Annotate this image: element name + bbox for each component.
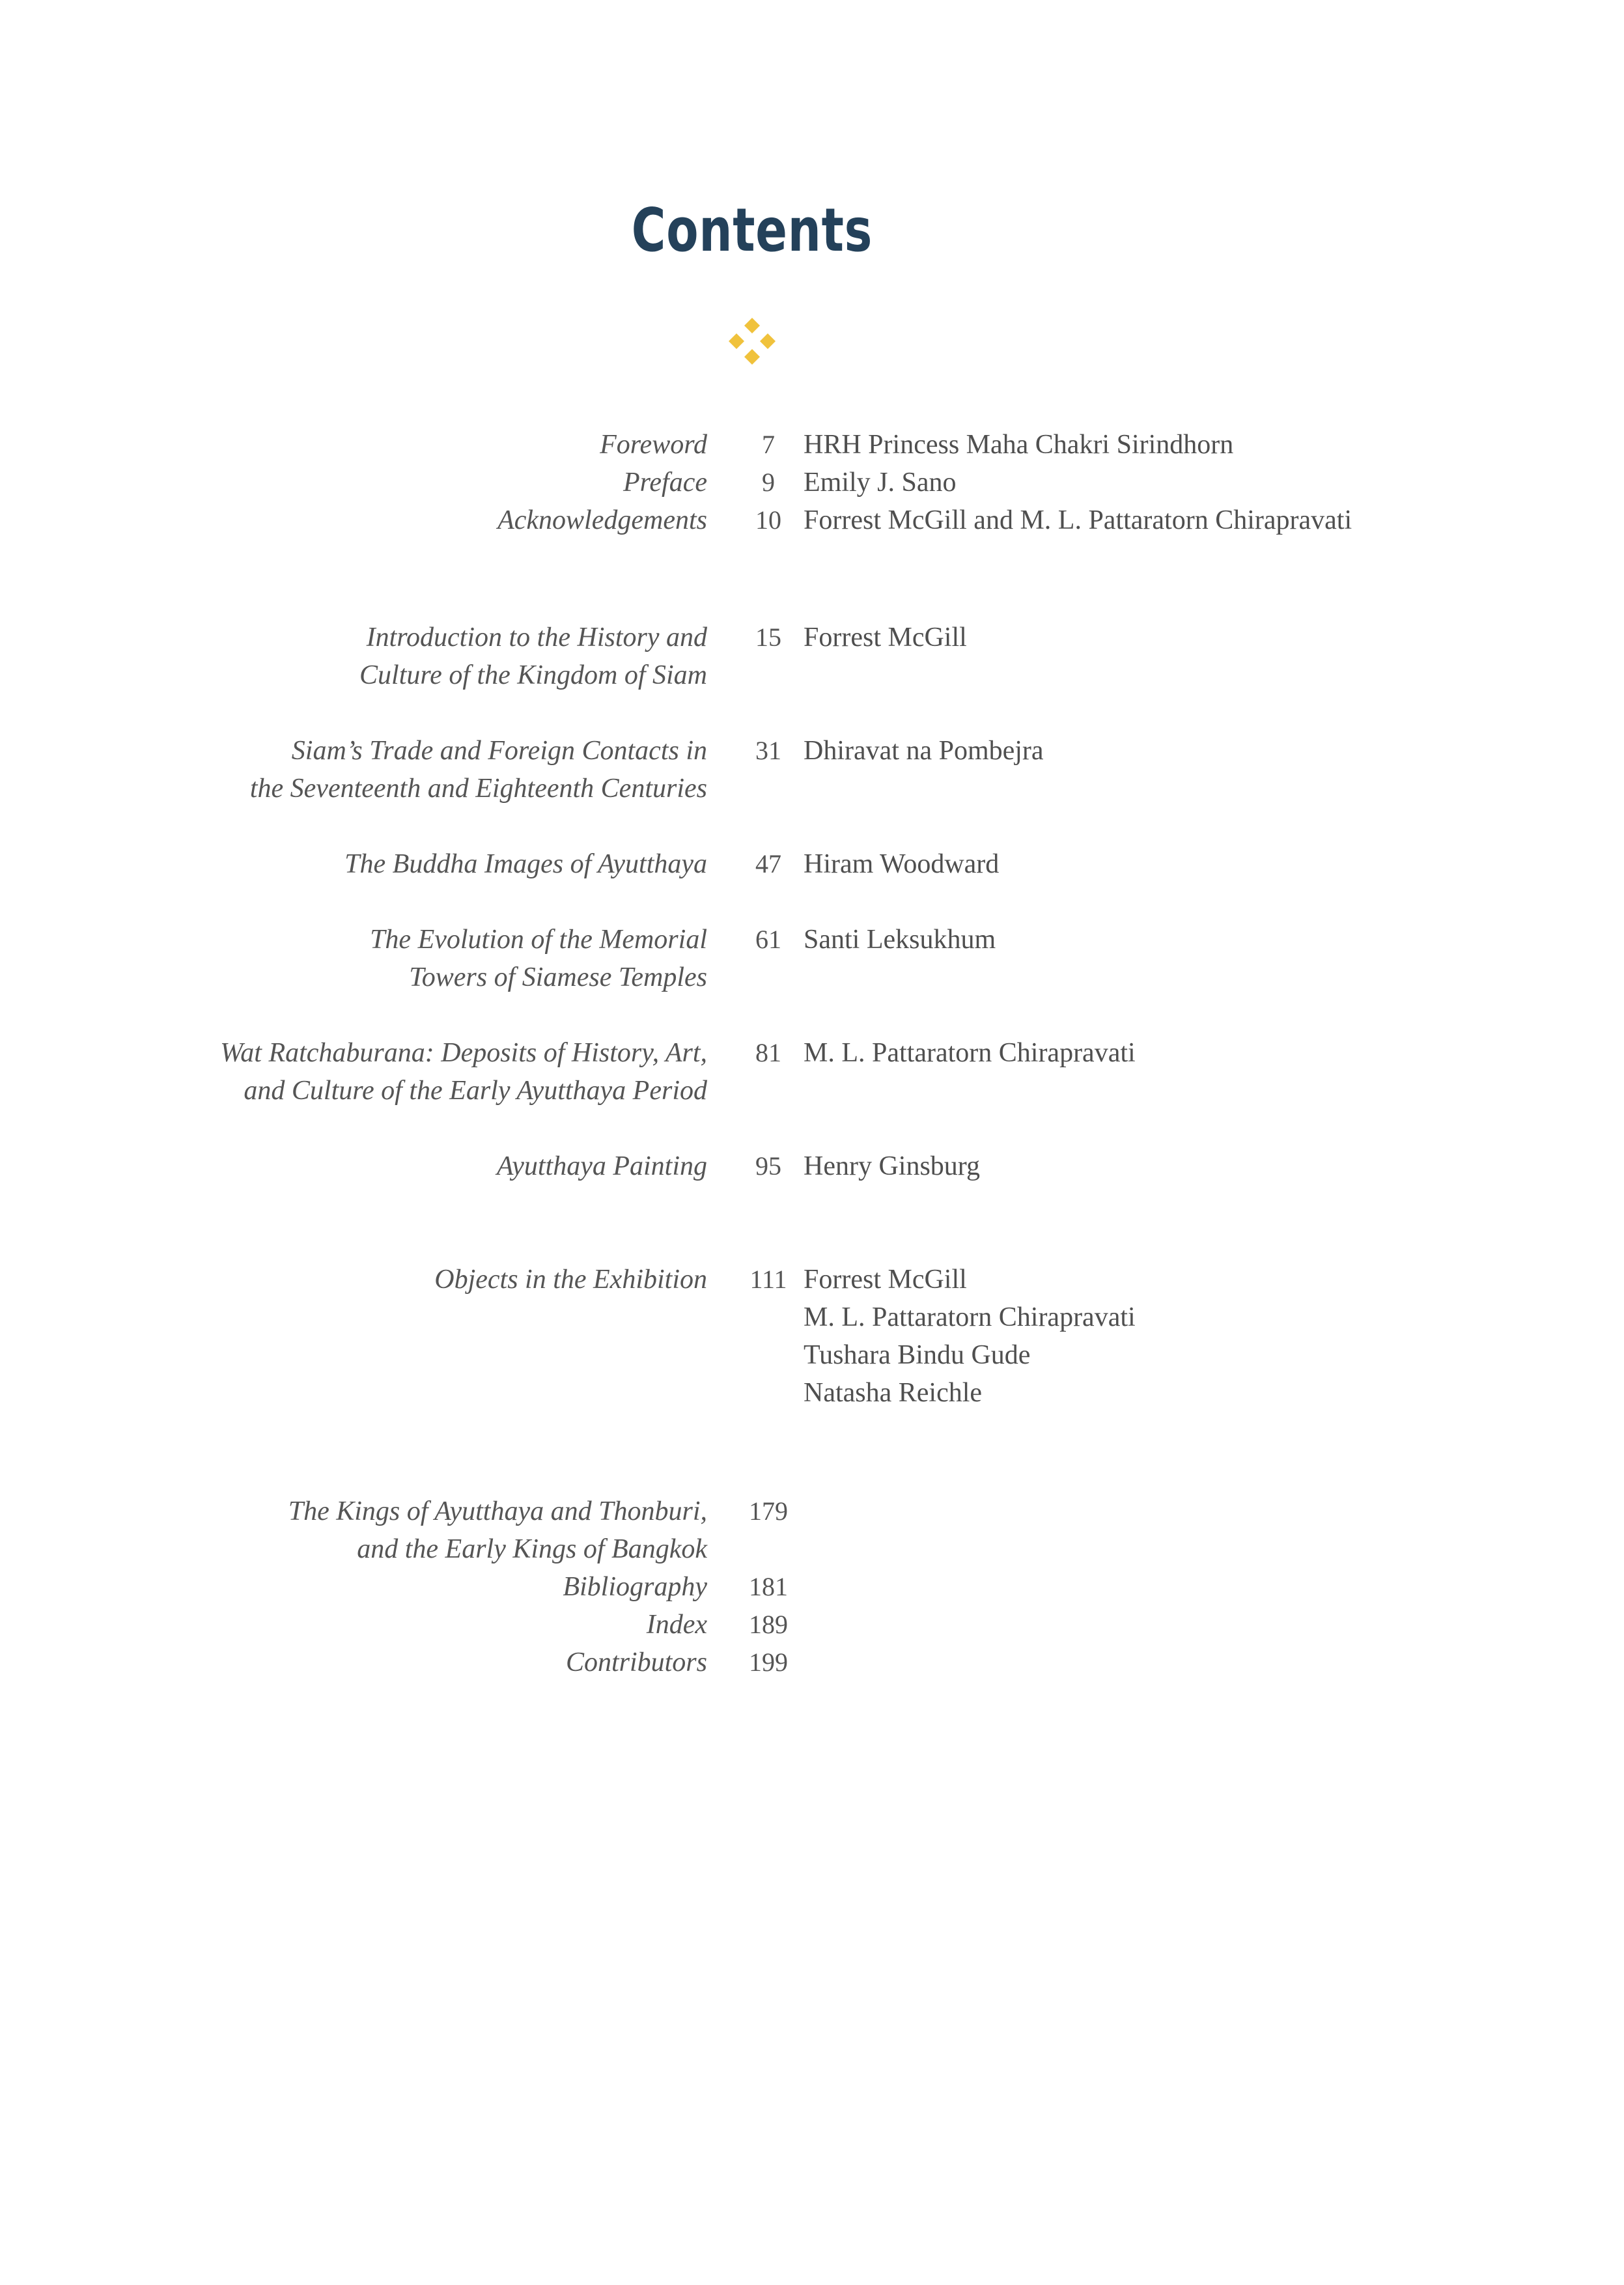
toc-page-number: 61	[755, 925, 781, 954]
toc-page-number: 111	[749, 1265, 787, 1294]
toc-title-line: Foreword	[600, 430, 707, 460]
toc-author-line: Henry Ginsburg	[804, 1151, 981, 1181]
toc-title-line: Ayutthaya Painting	[496, 1151, 707, 1181]
toc-title-line: Bibliography	[563, 1572, 707, 1602]
toc-title-line: Contributors	[565, 1647, 707, 1677]
toc-title-line: Siam’s Trade and Foreign Contacts in	[291, 736, 707, 766]
toc-title-line: and Culture of the Early Ayutthaya Period	[244, 1076, 707, 1106]
ornament-diamond-bottom	[744, 349, 760, 365]
toc-author-line: Natasha Reichle	[804, 1378, 983, 1408]
toc-page-number: 9	[762, 468, 775, 497]
toc-author-line: Tushara Bindu Gude	[804, 1340, 1031, 1370]
toc-entry-title[interactable]	[0, 1644, 707, 1681]
toc-entry-title[interactable]	[0, 1606, 707, 1644]
toc-author	[804, 732, 1585, 770]
toc-page-number: 10	[755, 505, 781, 535]
toc-entry-title[interactable]	[0, 1493, 707, 1568]
toc-page-number: 95	[755, 1151, 781, 1181]
toc-author-line: Dhiravat na Pombejra	[804, 736, 1044, 766]
toc-author-line: M. L. Pattaratorn Chirapravati	[804, 1038, 1136, 1068]
toc-author	[804, 921, 1585, 959]
toc-title-line: Culture of the Kingdom of Siam	[359, 660, 707, 690]
toc-author	[804, 501, 1585, 539]
toc-entry-title[interactable]	[0, 1568, 707, 1606]
toc-title-line: Towers of Siamese Temples	[409, 962, 707, 992]
toc-title-line: the Seventeenth and Eighteenth Centuries	[249, 774, 707, 804]
toc-page-number: 7	[762, 430, 775, 459]
toc-entry-title[interactable]	[0, 619, 707, 694]
toc-entry-title[interactable]	[0, 845, 707, 883]
toc-page-number: 199	[749, 1647, 788, 1677]
toc-author	[804, 464, 1585, 501]
toc-author	[804, 1261, 1585, 1412]
toc-title-line: Index	[646, 1610, 707, 1640]
toc-author	[804, 845, 1585, 883]
toc-author	[804, 1034, 1585, 1072]
toc-page-number: 179	[749, 1496, 788, 1526]
toc-entry-title[interactable]	[0, 921, 707, 996]
toc-title-line: The Evolution of the Memorial	[370, 925, 707, 955]
toc-entry-title[interactable]	[0, 732, 707, 807]
toc-title-line: and the Early Kings of Bangkok	[357, 1534, 707, 1564]
page-title: Contents	[631, 195, 873, 265]
toc-author	[804, 426, 1585, 464]
toc-author-line: Santi Leksukhum	[804, 925, 996, 955]
toc-page-number: 181	[749, 1572, 788, 1601]
ornament-diamond-top	[744, 318, 760, 333]
four-diamond-ornament-icon	[727, 316, 777, 366]
toc-page-number: 31	[755, 736, 781, 765]
toc-author-line: Emily J. Sano	[804, 468, 957, 498]
toc-page-number: 81	[755, 1038, 781, 1067]
toc-author-line: Forrest McGill	[804, 623, 967, 652]
toc-title-line: The Buddha Images of Ayutthaya	[344, 849, 707, 879]
toc-entry-title[interactable]	[0, 426, 707, 464]
toc-entry-title[interactable]	[0, 1261, 707, 1298]
toc-entry-title[interactable]	[0, 1034, 707, 1110]
toc-title-line: Wat Ratchaburana: Deposits of History, Art,	[220, 1038, 707, 1068]
toc-page-number: 47	[755, 849, 781, 878]
toc-entry-title[interactable]	[0, 464, 707, 501]
toc-entry-title[interactable]	[0, 501, 707, 539]
toc-author	[804, 619, 1585, 656]
toc-page-number: 189	[749, 1610, 788, 1639]
toc-author-line: M. L. Pattaratorn Chirapravati	[804, 1302, 1136, 1332]
toc-author	[804, 1147, 1585, 1185]
toc-author-line: HRH Princess Maha Chakri Sirindhorn	[804, 430, 1234, 460]
toc-entry-title[interactable]	[0, 1147, 707, 1185]
toc-title-line: Preface	[623, 468, 707, 498]
toc-title-line: Introduction to the History and	[366, 623, 707, 652]
ornament-diamond-left	[729, 333, 744, 349]
toc-page-number: 15	[755, 623, 781, 652]
toc-author-line: Forrest McGill and M. L. Pattaratorn Chirapravati	[804, 505, 1352, 535]
toc-title-line: Objects in the Exhibition	[434, 1265, 707, 1295]
toc-author-line: Forrest McGill	[804, 1265, 967, 1295]
toc-title-line: The Kings of Ayutthaya and Thonburi,	[288, 1496, 707, 1526]
ornament-diamond-right	[760, 333, 776, 349]
toc-author-line: Hiram Woodward	[804, 849, 1000, 879]
toc-title-line: Acknowledgements	[497, 505, 707, 535]
